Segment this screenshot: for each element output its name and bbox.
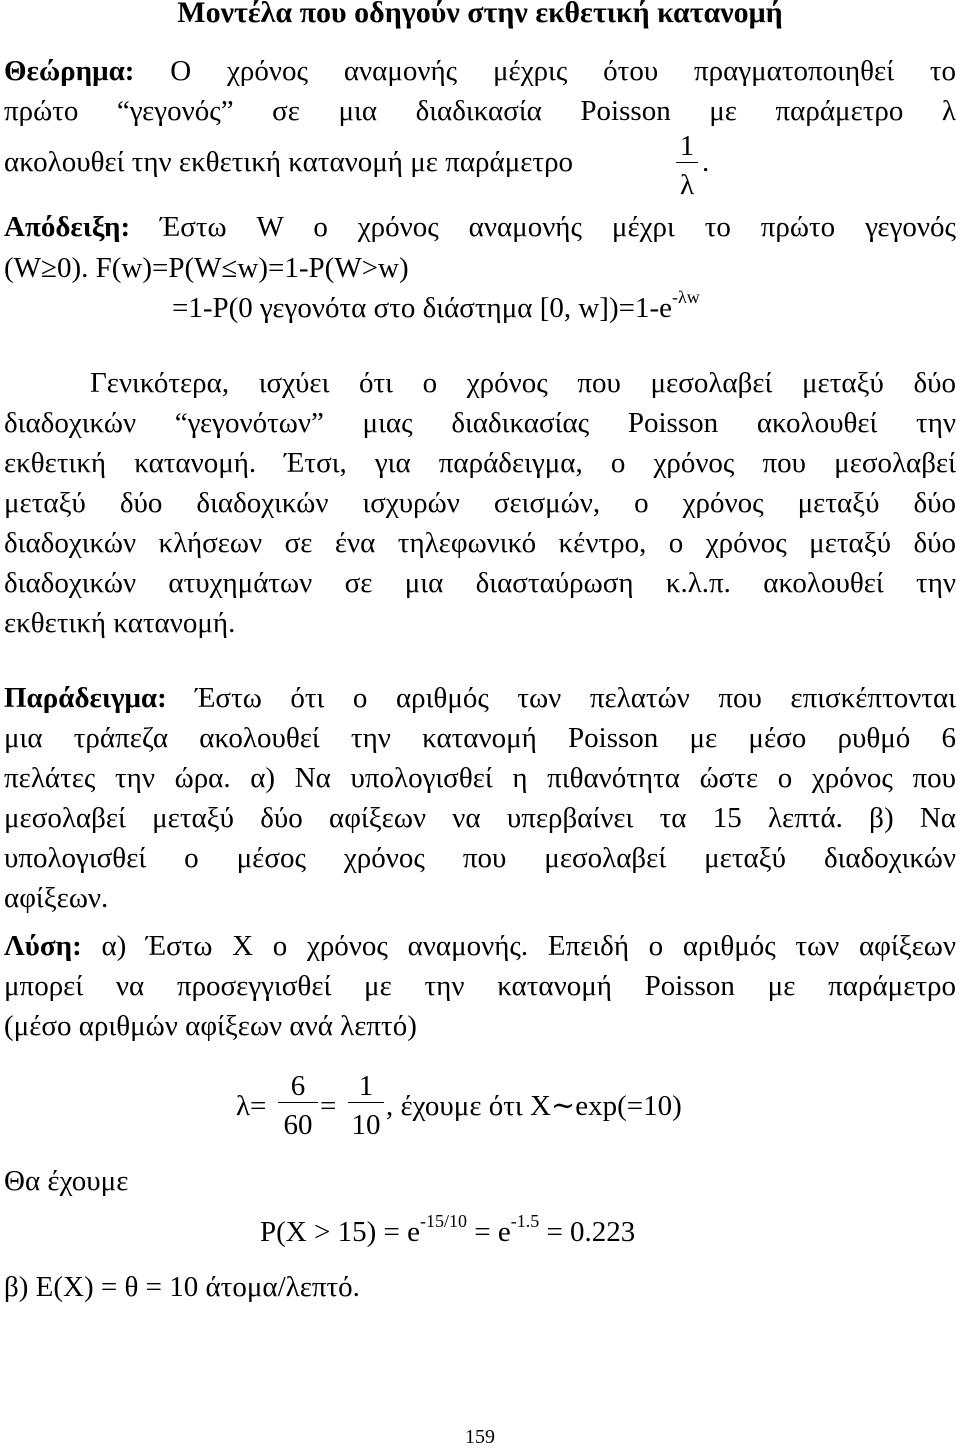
- solution-label: Λύση:: [4, 930, 82, 962]
- theorem-label: Θεώρημα:: [4, 55, 135, 87]
- theorem-period: .: [702, 146, 710, 178]
- proof-line-1: Απόδειξη: Έστω W ο χρόνος αναμονής μέχρι το πρώτο γεγονός: [4, 211, 956, 243]
- part-b-answer: β) E(X) = θ = 10 άτομα/λεπτό.: [4, 1271, 360, 1303]
- lambda-fraction-2: $\frac{1}{10}$: [348, 1070, 384, 1141]
- example-label: Παράδειγμα:: [4, 682, 167, 714]
- general-line-6: διαδοχικών ατυχημάτων σε μια διασταύρωση κ.λ.π. ακολουθεί την: [4, 567, 956, 599]
- proof-line-3: =1-P(0 γεγονότα στο διάστημα [0, $w])=1-e^{-\lambda w}$: [172, 287, 700, 324]
- lambda-equals: =: [320, 1090, 337, 1122]
- proof-label: Απόδειξη:: [4, 211, 131, 243]
- lambda-prefix: λ=: [236, 1090, 267, 1122]
- example-line-2: μια τράπεζα ακολουθεί την κατανομή Poisson με μέσο ρυθμό 6: [4, 722, 956, 754]
- solution-line-3: (μέσο αριθμών αφίξεων ανά λεπτό): [4, 1010, 417, 1042]
- we-have-text: Θα έχουμε: [4, 1165, 129, 1197]
- lambda-suffix: , έχουμε ότι X∼exp(=10): [386, 1090, 682, 1122]
- example-line-4: μεσολαβεί μεταξύ δύο αφίξεων να υπερβαίνει τα 15 λεπτά. β) Να: [4, 802, 956, 834]
- theorem-line-1: Θεώρημα: Ο χρόνος αναμονής μέχρις ότου πραγματοποιηθεί το: [4, 55, 956, 87]
- example-line-5: υπολογισθεί ο μέσος χρόνος που μεσολαβεί μεταξύ διαδοχικών: [4, 842, 956, 874]
- general-line-2: διαδοχικών “γεγονότων” μιας διαδικασίας Poisson ακολουθεί την: [4, 407, 956, 439]
- general-line-5: διαδοχικών κλήσεων σε ένα τηλεφωνικό κέντρο, ο χρόνος μεταξύ δύο: [4, 527, 956, 559]
- theorem-line-3: ακολουθεί την εκθετική κατανομή με παράμετρο: [4, 146, 574, 178]
- lambda-fraction-1: $\frac{6}{60}$: [278, 1070, 318, 1141]
- example-line-1: Παράδειγμα: Έστω ότι ο αριθμός των πελατών που επισκέπτονται: [4, 682, 957, 714]
- proof-line-2: (W≥0). F(w)=P(W≤w)=1-P(W>w): [4, 252, 409, 284]
- example-line-6: αφίξεων.: [4, 882, 109, 914]
- solution-line-1: Λύση: α) Έστω X ο χρόνος αναμονής. Επειδή ο αριθμός των αφίξεων: [4, 930, 956, 962]
- page-title: Μοντέλα που οδηγούν στην εκθετική κατανομή: [177, 0, 783, 29]
- theorem-fraction: $\frac{1}{\lambda}$: [676, 130, 698, 201]
- probability-formula: $P(X > 15) = e^{-15/10} = e^{-1.5} = 0.223$: [260, 1211, 636, 1248]
- theorem-line-2: πρώτο “γεγονός” σε μια διαδικασία Poisson με παράμετρο λ: [4, 95, 956, 127]
- page-number: 159: [465, 1426, 495, 1448]
- example-line-3: πελάτες την ώρα. α) Να υπολογισθεί η πιθανότητα ώστε ο χρόνος που: [4, 762, 956, 794]
- general-line-4: μεταξύ δύο διαδοχικών ισχυρών σεισμών, ο χρόνος μεταξύ δύο: [4, 487, 956, 519]
- solution-line-2: μπορεί να προσεγγισθεί με την κατανομή Poisson με παράμετρο: [4, 970, 956, 1002]
- general-line-3: εκθετική κατανομή. Έτσι, για παράδειγμα, ο χρόνος που μεσολαβεί: [4, 447, 956, 479]
- general-line-7: εκθετική κατανομή.: [4, 607, 236, 639]
- general-line-1: Γενικότερα, ισχύει ότι ο χρόνος που μεσολαβεί μεταξύ δύο: [90, 367, 956, 399]
